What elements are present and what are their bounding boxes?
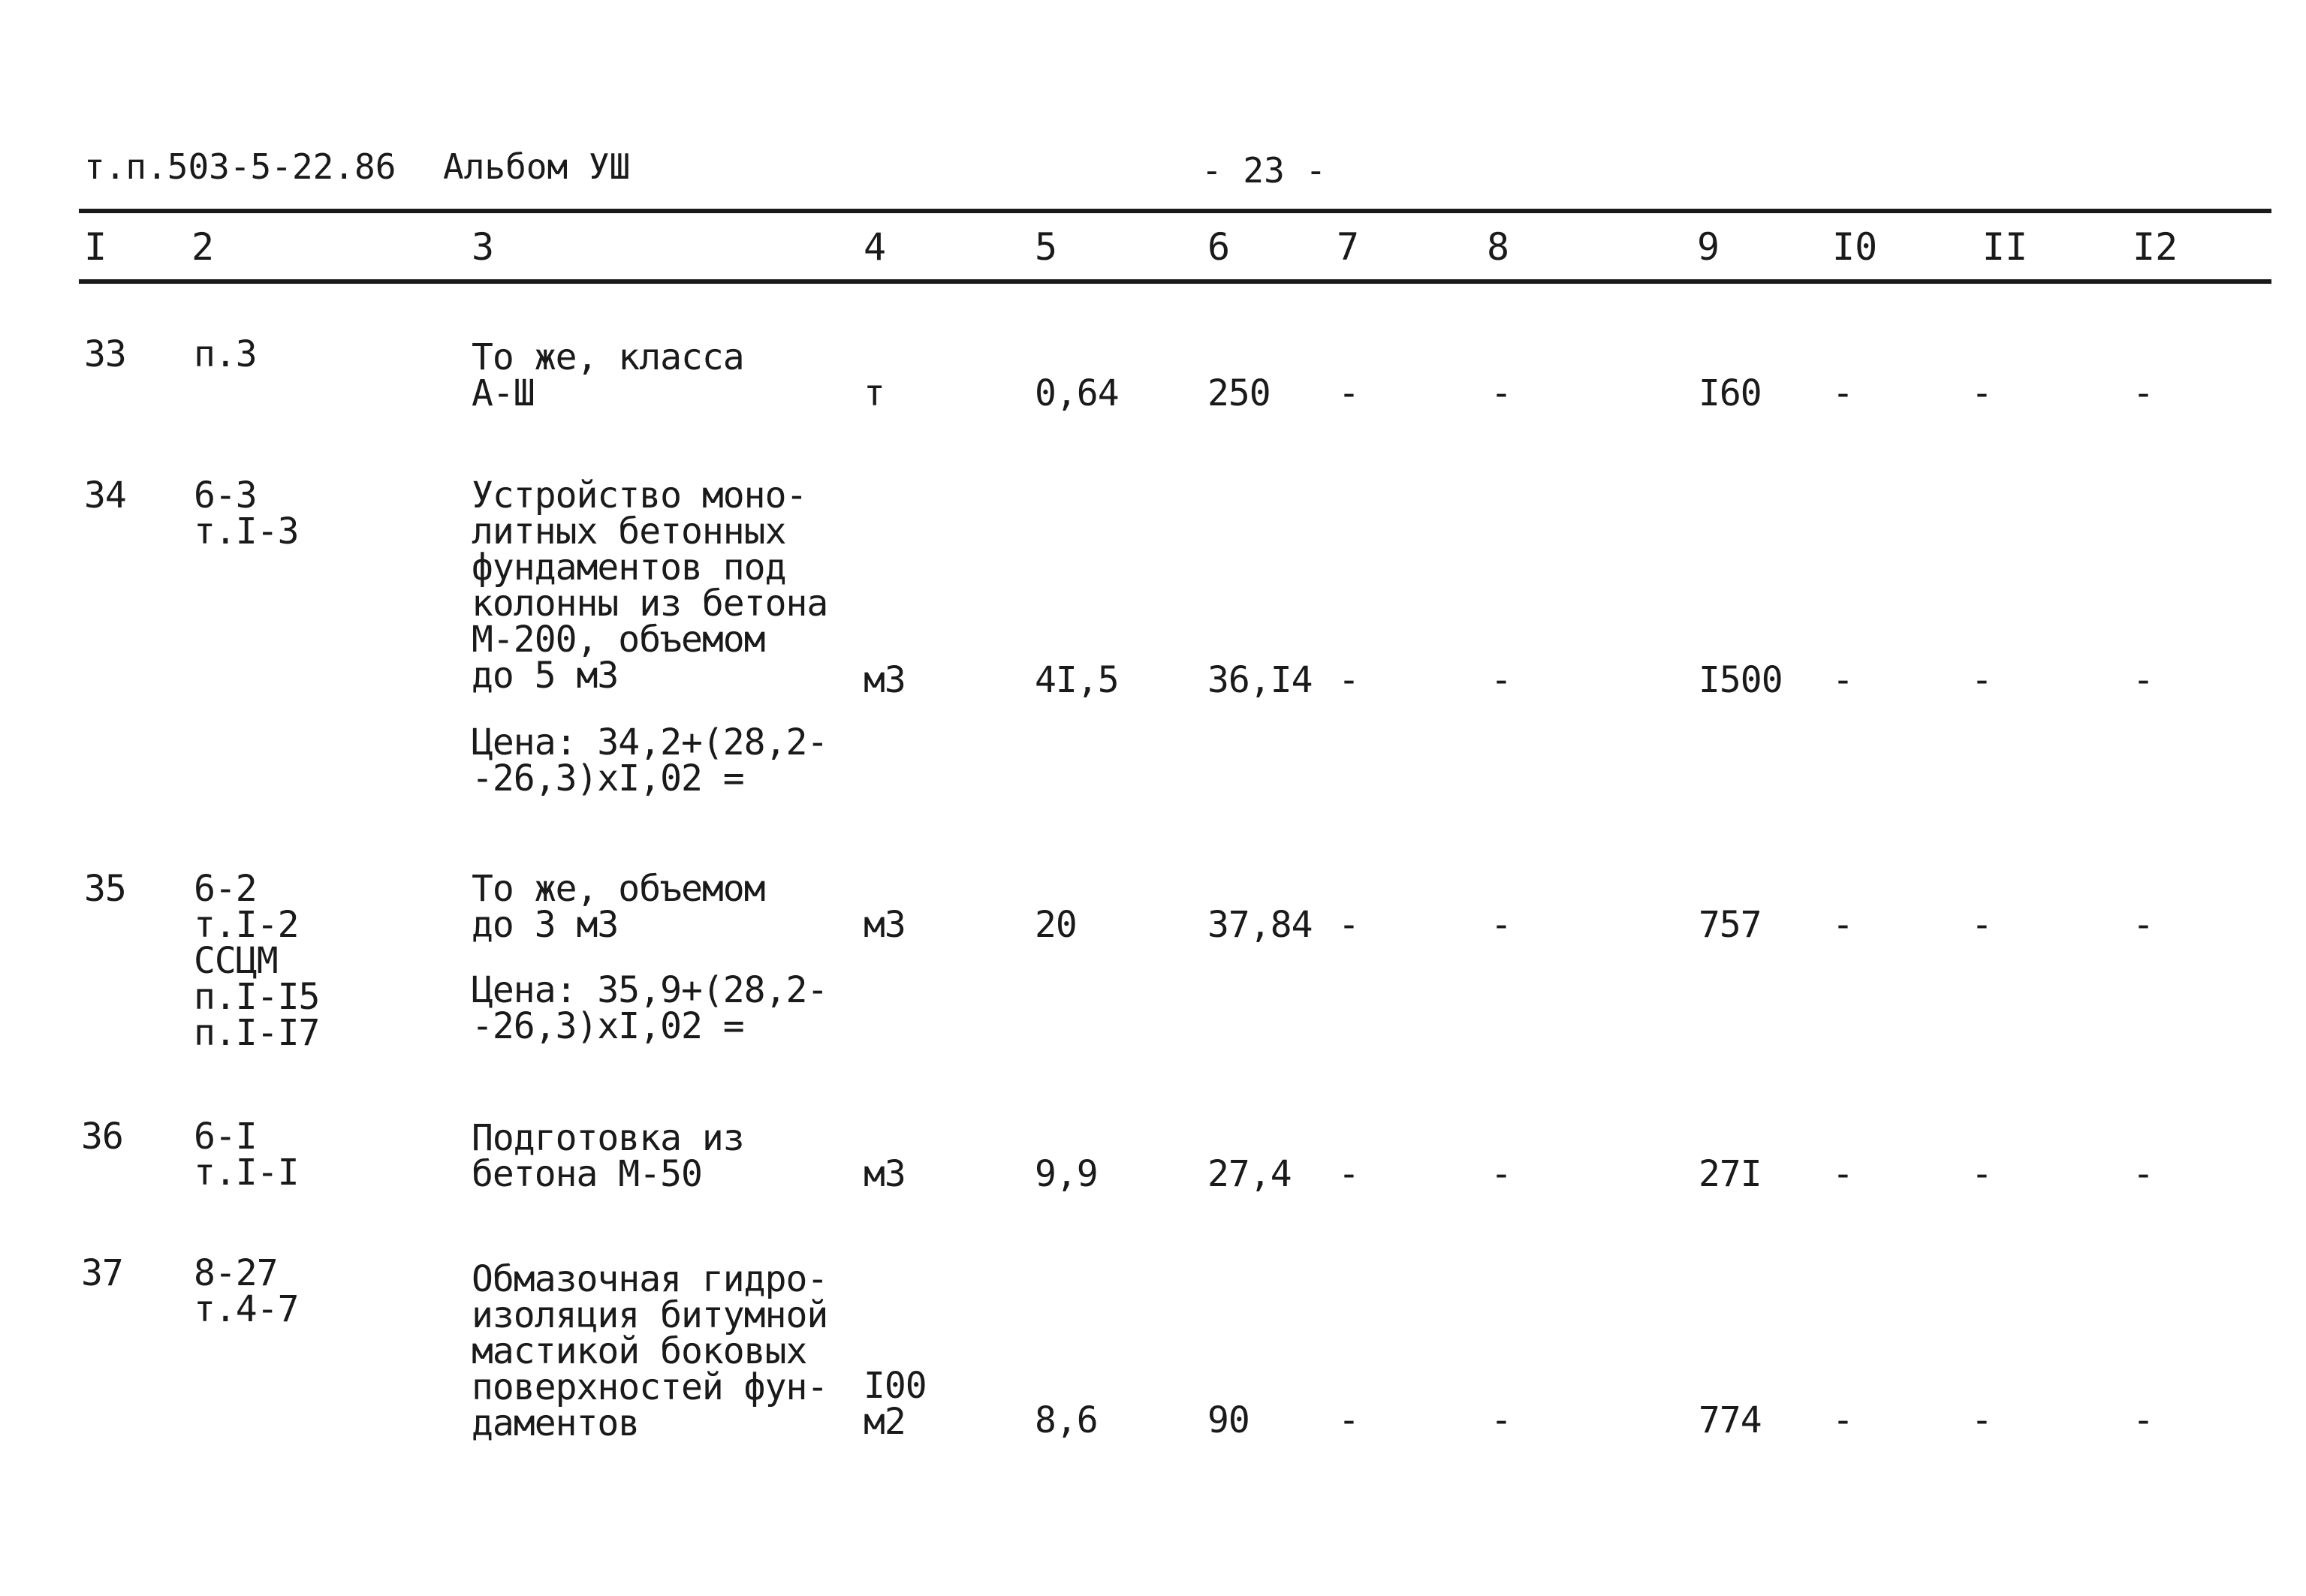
col-8: -: [1491, 904, 1512, 946]
quantity: 20: [1035, 904, 1077, 946]
row-number: 33: [84, 333, 126, 375]
row-number: 36: [81, 1116, 123, 1158]
col-12: -: [2133, 1153, 2154, 1195]
col-7: -: [1338, 372, 1359, 414]
col-12: -: [2133, 1399, 2154, 1441]
col-8: -: [1491, 372, 1512, 414]
col-7: -: [1338, 1153, 1359, 1195]
column-header-9: 9: [1697, 225, 1720, 269]
norm-code: 6-2 т.I-2 ССЦМ п.I-I5 п.I-I7: [194, 868, 320, 1054]
table-top-rule: [79, 209, 2271, 213]
col-10: -: [1832, 372, 1853, 414]
col-7: -: [1338, 659, 1359, 701]
norm-code: п.3: [194, 333, 257, 375]
unit: м3: [864, 659, 906, 701]
col-10: -: [1832, 904, 1853, 946]
total-cost: I60: [1699, 372, 1762, 414]
work-name: Устройство моно- литных бетонных фундаментов под колонны из бетона М-200, объемом до 5 м3: [472, 474, 828, 697]
unit-price: 37,84: [1207, 904, 1313, 946]
column-header-12: I2: [2133, 225, 2178, 269]
table-header-rule: [79, 279, 2271, 284]
col-12: -: [2133, 904, 2154, 946]
unit-price: 36,I4: [1207, 659, 1313, 701]
column-header-11: II: [1982, 225, 2028, 269]
unit-price: 27,4: [1207, 1153, 1292, 1195]
unit: м3: [864, 904, 906, 946]
col-7: -: [1338, 1399, 1359, 1441]
column-header-6: 6: [1207, 225, 1231, 269]
quantity: 9,9: [1035, 1153, 1098, 1195]
total-cost: I500: [1699, 659, 1783, 701]
column-header-1: I: [84, 225, 107, 269]
col-11: -: [1971, 659, 1992, 701]
unit: м3: [864, 1153, 906, 1195]
quantity: 8,6: [1035, 1399, 1098, 1441]
column-header-7: 7: [1337, 225, 1360, 269]
column-header-3: 3: [472, 225, 495, 269]
row-number: 35: [84, 868, 126, 910]
col-10: -: [1832, 659, 1853, 701]
col-11: -: [1971, 1153, 1992, 1195]
unit: I00 м2: [864, 1365, 927, 1443]
work-name: Обмазочная гидро- изоляция битумной мастикой боковых поверхностей фун- даментов: [472, 1258, 828, 1444]
quantity: 0,64: [1035, 372, 1119, 414]
col-12: -: [2133, 659, 2154, 701]
column-header-2: 2: [191, 225, 215, 269]
norm-code: 6-3 т.I-3: [194, 474, 299, 553]
unit: т: [864, 372, 885, 414]
row-number: 34: [84, 474, 126, 516]
total-cost: 27I: [1699, 1153, 1762, 1195]
col-7: -: [1338, 904, 1359, 946]
column-header-8: 8: [1487, 225, 1510, 269]
norm-code: 8-27 т.4-7: [194, 1252, 299, 1330]
page-number: - 23 -: [1201, 150, 1327, 191]
doc-reference: т.п.503-5-22.86: [84, 146, 396, 187]
col-8: -: [1491, 1399, 1512, 1441]
work-name: Подготовка из бетона М-50: [472, 1117, 744, 1195]
col-8: -: [1491, 659, 1512, 701]
unit-price: 250: [1207, 372, 1271, 414]
norm-code: 6-I т.I-I: [194, 1116, 299, 1194]
col-11: -: [1971, 372, 1992, 414]
quantity: 4I,5: [1035, 659, 1119, 701]
total-cost: 757: [1699, 904, 1762, 946]
price-calculation-note: Цена: 35,9+(28,2- -26,3)хI,02 =: [472, 969, 828, 1047]
work-name: То же, класса А-Ш: [472, 336, 744, 414]
col-11: -: [1971, 904, 1992, 946]
col-8: -: [1491, 1153, 1512, 1195]
row-number: 37: [81, 1252, 123, 1294]
column-header-5: 5: [1035, 225, 1058, 269]
column-header-10: I0: [1832, 225, 1878, 269]
total-cost: 774: [1699, 1399, 1762, 1441]
price-calculation-note: Цена: 34,2+(28,2- -26,3)хI,02 =: [472, 721, 828, 800]
unit-price: 90: [1207, 1399, 1249, 1441]
column-header-4: 4: [864, 225, 887, 269]
album-label: Альбом УШ: [443, 146, 631, 187]
col-11: -: [1971, 1399, 1992, 1441]
col-10: -: [1832, 1153, 1853, 1195]
col-10: -: [1832, 1399, 1853, 1441]
work-name: То же, объемом до 3 м3: [472, 868, 765, 946]
col-12: -: [2133, 372, 2154, 414]
